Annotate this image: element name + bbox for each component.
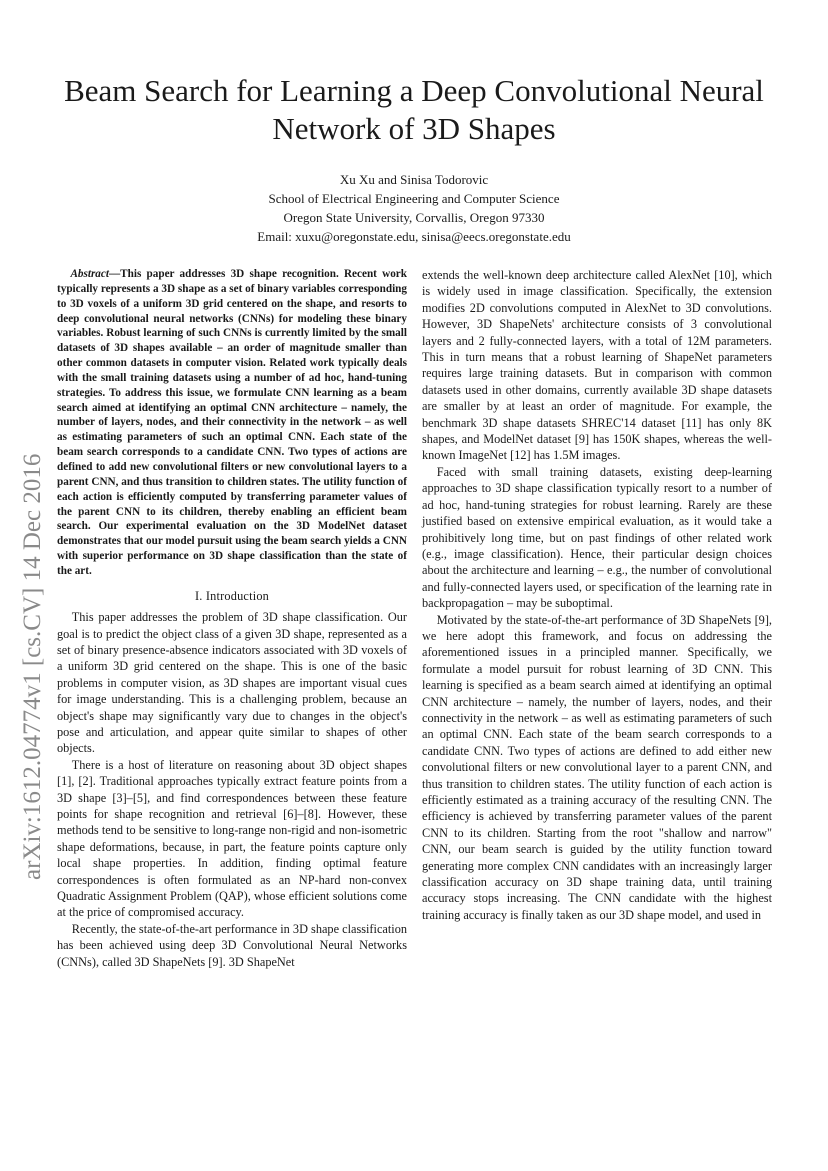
right-paragraph-2: Faced with small training datasets, existing deep-learning approaches to 3D shape classification typically resort to a number of ad hoc, hand-tuning strategies for robust learning. Rarely are these justified based on extensive empirical evaluation, as it would take a prohibitively long time, but on past findings of other related work (e.g., image classification). Hence, their particular design choices about the architecture and learning – e.g., the number of convolutional and fully-connected layers used, or specification of the learning rate in backpropagation – may be suboptimal. <box>422 464 772 611</box>
section-heading-introduction: I. Introduction <box>194 588 270 603</box>
right-paragraph-1: extends the well-known deep architecture called AlexNet [10], which is widely used in image classification. Specifically, the extension modifies 2D convolutions computed in AlexNet to 3D convolutions. However, 3D ShapeNets' architecture consists of 3 convolutional layers and 2 fully-connected layers, with a total of 12M parameters. This in turn means that a robust learning of ShapeNet parameters requires large training datasets. But in comparison with common datasets used in other domains, currently available 3D shape datasets are smaller by at least an order of magnitude. For example, the benchmark 3D shape datasets SHREC'14 dataset [11] has only 8K shapes, and ModelNet dataset [9] has 150K shapes, whereas the well-known ImageNet [12] has 1.5M images. <box>422 268 772 463</box>
paper-title: Beam Search for Learning a Deep Convolutional Neural Network of 3D Shapes <box>64 73 764 146</box>
abstract-text: —This paper addresses 3D shape recognition. Recent work typically represents a 3D shape as a set of binary variables corresponding to 3D voxels of a uniform 3D grid centered on the shape, and resorts to deep convolutional neural networks (CNNs) for modeling these binary variables. Robust learning of such CNNs is currently limited by the small datasets of 3D shapes available – an order of magnitude smaller than other common datasets in computer vision. Related work typically deals with the small training datasets using a number of ad hoc, hand-tuning strategies. To address this issue, we formulate CNN learning as a beam search aimed at identifying an optimal CNN architecture – namely, the number of layers, nodes, and their connectivity in the network – as well as estimating parameters of such an optimal CNN. Each state of the beam search corresponds to a candidate CNN. Two types of actions are defined to add new convolutional filters or new convolutional layers to a parent CNN, and thus transition to children states. The utility function of each action is efficiently computed by transferring parameter values of the parent CNN to its children, thereby enabling an efficient beam search. Our experimental evaluation on the 3D ModelNet dataset demonstrates that our model pursuit using the beam search yields a CNN with superior performance on 3D shape classification than the state of the art. <box>57 268 407 577</box>
left-column <box>57 267 407 970</box>
right-column <box>422 267 772 923</box>
abstract-label: Abstract <box>70 268 109 280</box>
author-names: Xu Xu and Sinisa Todorovic <box>339 172 489 187</box>
arxiv-identifier: arXiv:1612.04774v1 [cs.CV] 14 Dec 2016 <box>19 453 46 880</box>
left-paragraph-1: This paper addresses the problem of 3D shape classification. Our goal is to predict the object class of a given 3D shape, represented as a set of binary presence-absence indicators associated with 3D voxels of a uniform 3D grid centered on the shape. This is one of the basic problems in computer vision, as 3D shapes are important visual cues for image understanding. This is a challenging problem, because an object's shape may significantly vary due to changes in the object's pose and articulation, and appear quite similar to shapes of other objects. <box>57 610 407 756</box>
author-email: Email: xuxu@oregonstate.edu, sinisa@eecs.oregonstate.edu <box>257 229 571 244</box>
right-paragraph-3: Motivated by the state-of-the-art performance of 3D ShapeNets [9], we here adopt this framework, and focus on addressing the aforementioned issues in a principled manner. Specifically, we formulate a model pursuit for robust learning of 3D CNN. This learning is specified as a beam search aimed at identifying an optimal CNN architecture – namely, the number of layers, nodes, and their connectivity in the network – as well as estimating parameters of such an optimal CNN. Each state of the beam search corresponds to a candidate CNN. Two types of actions are defined to add either new convolutional filters or new convolutional layer to a parent CNN, and thus transition to children states. The utility function of each action is efficiently estimated as a training accuracy of the resulting CNN. The efficiency is achieved by transferring parameter values of the parent CNN to its children. Starting from the root "shallow and narrow" CNN, our beam search is guided by the utility function toward generating more complex CNN candidates with an increasingly larger classification accuracy on 3D shape training data, until training accuracy stops increasing. The CNN candidate with the highest training accuracy is finally taken as our 3D shape model, and used in <box>422 612 772 922</box>
left-paragraph-2: There is a host of literature on reasoning about 3D object shapes [1], [2]. Traditional approaches typically extract feature points from a 3D shape [3]–[5], and find correspondences between these feature points for shape recognition and retrieval [6]–[8]. However, these methods tend to be sensitive to long-range non-rigid and non-isometric shape deformations, because, in part, the feature points capture only local shape properties. In addition, finding optimal feature correspondences is often formulated as an NP-hard non-convex Quadratic Assignment Problem (QAP), whose efficient solutions come at the price of compromised accuracy. <box>57 757 407 920</box>
left-paragraph-3: Recently, the state-of-the-art performance in 3D shape classification has been achieved using deep 3D Convolutional Neural Networks (CNNs), called 3D ShapeNets [9]. 3D ShapeNet <box>57 921 407 969</box>
author-block <box>60 170 768 246</box>
abstract <box>57 267 407 579</box>
affiliation-line-1: School of Electrical Engineering and Computer Science <box>268 191 560 206</box>
affiliation-line-2: Oregon State University, Corvallis, Oregon 97330 <box>283 210 545 225</box>
